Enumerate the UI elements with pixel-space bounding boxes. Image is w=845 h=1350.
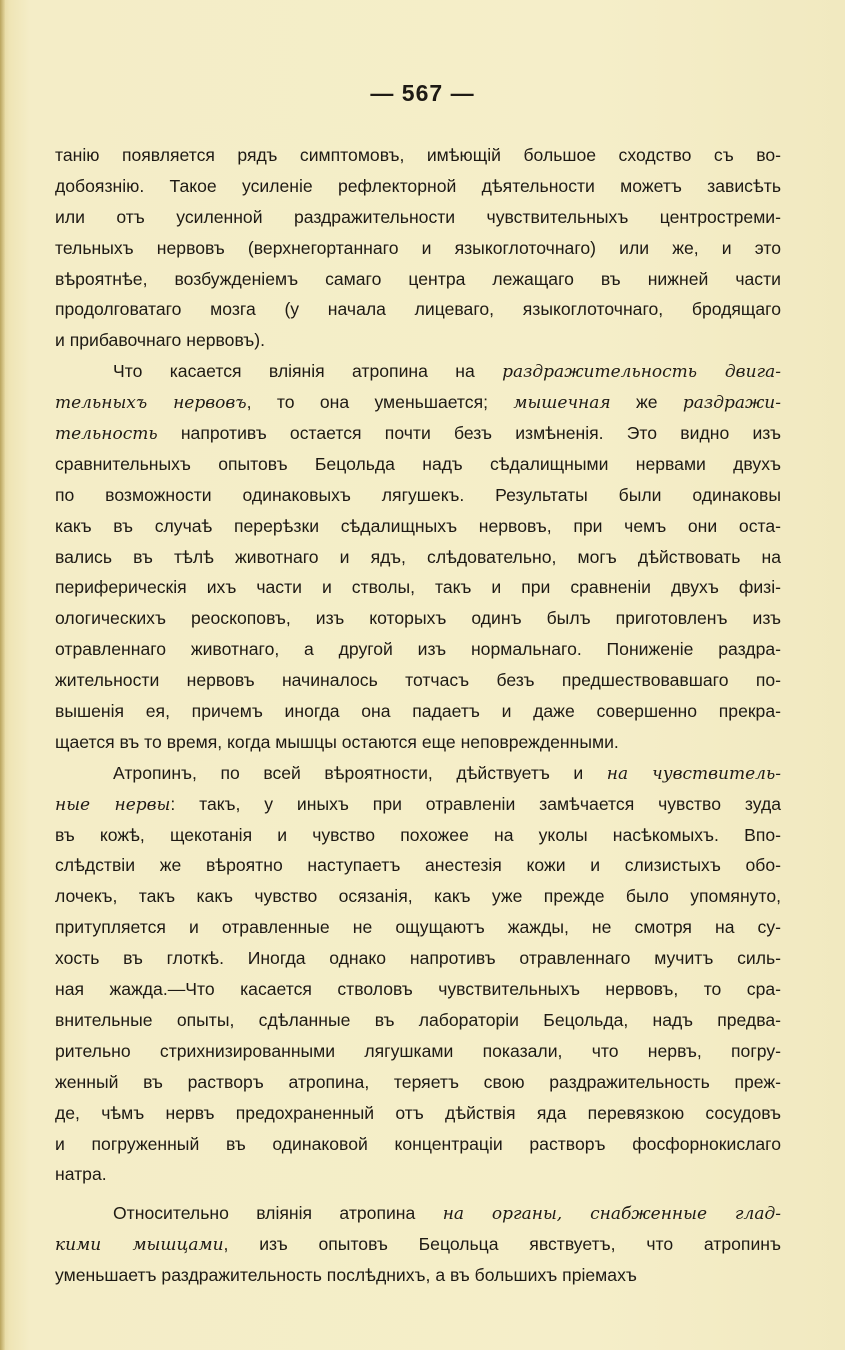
text-line: или отъ усиленной раздражительности чувствительныхъ центростреми- bbox=[55, 206, 781, 227]
text-line: и погруженный въ одинаковой концентраціи растворъ фосфорнокислаго bbox=[55, 1133, 781, 1154]
page-edge bbox=[0, 0, 5, 1350]
text-line: де, чѣмъ нервъ предохраненный отъ дѣйствія яда перевязкою сосудовъ bbox=[55, 1102, 781, 1123]
text-line: хость въ глоткѣ. Иногда однако напротивъ отравленнаго мучитъ силь- bbox=[55, 948, 781, 969]
paragraph bbox=[55, 140, 781, 356]
text-line: щается въ то время, когда мышцы остаются еще неповрежденными. bbox=[55, 731, 619, 752]
emphasis: раздражительность двига- bbox=[502, 362, 782, 383]
text-line: кими мышцами, изъ опытовъ Бецольца явствуетъ, что атропинъ bbox=[55, 1234, 781, 1256]
text-line: периферическія ихъ части и стволы, такъ и при сравненіи двухъ физі- bbox=[55, 577, 781, 598]
emphasis: на чувствитель- bbox=[606, 763, 781, 784]
emphasis: тельность bbox=[55, 424, 158, 445]
emphasis: раздражи- bbox=[682, 393, 782, 414]
text-line: Атропинъ, по всей вѣроятности, дѣйствуетъ и на чувствитель- bbox=[113, 762, 781, 784]
text-line: слѣдствіи же вѣроятно наступаетъ анестезія кожи и слизистыхъ обо- bbox=[55, 855, 781, 876]
emphasis: на органы, снабженные глад- bbox=[442, 1204, 781, 1225]
text-line: женный въ растворъ атропина, теряетъ свою раздражительность преж- bbox=[55, 1071, 781, 1092]
text-line: внительные опыты, сдѣланные въ лабораторіи Бецольда, надъ предва- bbox=[55, 1009, 781, 1030]
paragraph bbox=[55, 356, 781, 758]
page-number: — 567 — bbox=[370, 80, 475, 106]
emphasis: тельныхъ нервовъ bbox=[55, 393, 247, 414]
paragraph bbox=[55, 758, 781, 1190]
text-line: притупляется и отравленные не ощущаютъ жажды, не смотря на су- bbox=[55, 917, 781, 938]
emphasis: мышечная bbox=[513, 393, 611, 414]
emphasis: ные нервы bbox=[55, 794, 171, 815]
text-line: тельныхъ нервовъ (верхнегортаннаго и языкоглоточнаго) или же, и это bbox=[55, 237, 781, 258]
text-line: вышенія ея, причемъ иногда она падаетъ и даже совершенно прекра- bbox=[55, 701, 781, 722]
text-line: ная жажда.—Что касается стволовъ чувствительныхъ нервовъ, то сра- bbox=[55, 979, 781, 1000]
text-line: въ кожѣ, щекотанія и чувство похожее на уколы насѣкомыхъ. Впо- bbox=[55, 824, 781, 845]
text-line: продолговатаго мозга (у начала лицеваго, языкоглоточнаго, бродящаго bbox=[55, 299, 781, 320]
text-line: сравнительныхъ опытовъ Бецольда надъ сѣдалищными нервами двухъ bbox=[55, 453, 781, 474]
emphasis: кими мышцами bbox=[55, 1235, 224, 1256]
text-line: жительности нервовъ начиналось тотчасъ безъ предшествовавшаго по- bbox=[55, 670, 781, 691]
text-line: Что касается вліянія атропина на раздражительность двига- bbox=[113, 361, 782, 383]
text-line: вѣроятнѣе, возбужденіемъ самаго центра лежащаго въ нижней части bbox=[55, 268, 781, 289]
text-line: ологическихъ реоскоповъ, изъ которыхъ одинъ былъ приготовленъ изъ bbox=[55, 608, 781, 629]
text-line: натра. bbox=[55, 1164, 107, 1185]
text-line: вались въ тѣлѣ животнаго и ядъ, слѣдовательно, могъ дѣйствовать на bbox=[55, 546, 781, 567]
text-line: и прибавочнаго нервовъ). bbox=[55, 330, 265, 351]
text-line: ные нервы: такъ, у иныхъ при отравленіи замѣчается чувство зуда bbox=[55, 793, 782, 815]
text-line: по возможности одинаковыхъ лягушекъ. Результаты были одинаковы bbox=[55, 484, 781, 505]
paragraph bbox=[55, 1198, 781, 1291]
text-line: танію появляется рядъ симптомовъ, имѣющій большое сходство съ во- bbox=[55, 145, 781, 165]
body-text bbox=[55, 140, 781, 1291]
text-line: уменьшаетъ раздражительность послѣднихъ, а въ большихъ пріемахъ bbox=[55, 1265, 637, 1286]
text-line: рительно стрихнизированными лягушками показали, что нервъ, погру- bbox=[55, 1040, 781, 1061]
text-line: лочекъ, такъ какъ чувство осязанія, какъ уже прежде было упомянуто, bbox=[55, 886, 781, 907]
text-line: тельныхъ нервовъ, то она уменьшается; мышечная же раздражи- bbox=[55, 392, 782, 414]
text-line: какъ въ случаѣ перерѣзки сѣдалищныхъ нервовъ, при чемъ они оста- bbox=[55, 515, 781, 536]
text-line: отравленнаго животнаго, а другой изъ нормальнаго. Пониженіе раздра- bbox=[55, 639, 781, 660]
text-line: добоязнію. Такое усиленіе рефлекторной дѣятельности можетъ зависѣть bbox=[55, 175, 781, 196]
text-line: тельность напротивъ остается почти безъ измѣненія. Это видно изъ bbox=[55, 423, 781, 445]
text-line: Относительно вліянія атропина на органы, снабженные глад- bbox=[113, 1203, 781, 1225]
